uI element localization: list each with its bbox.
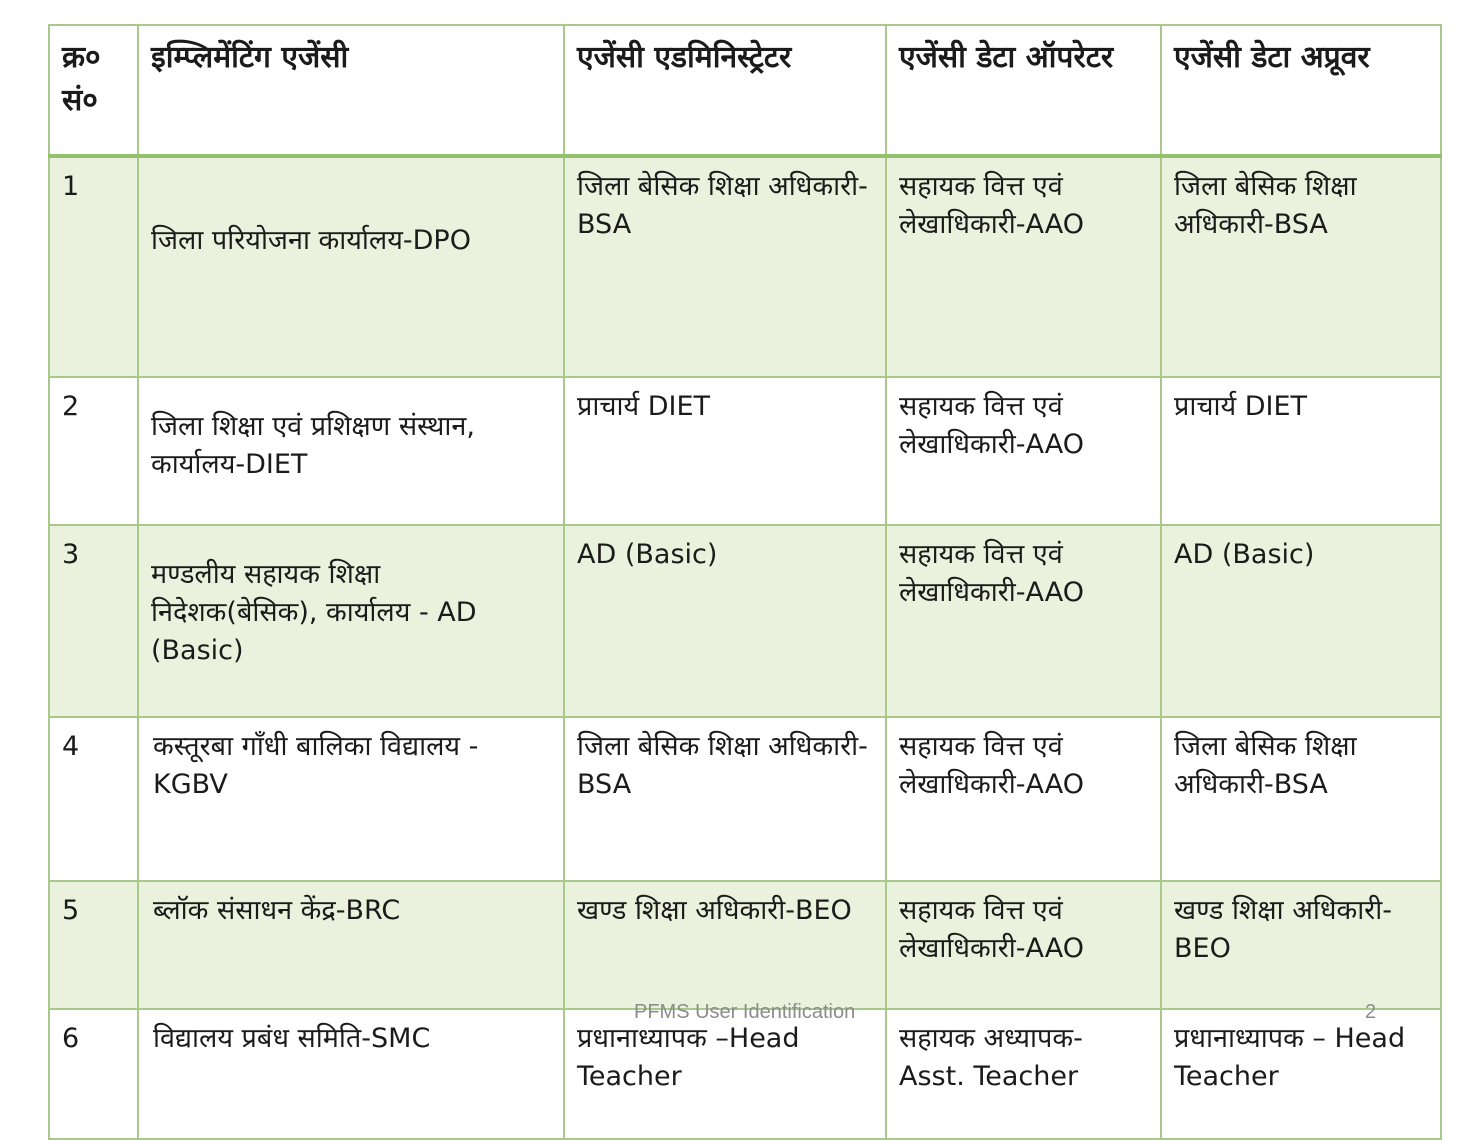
implementing-agency-cell: जिला परियोजना कार्यालय-DPO xyxy=(138,156,564,377)
implementing-agency-cell: कस्तूरबा गाँधी बालिका विद्यालय -KGBV xyxy=(138,717,564,881)
agency-table xyxy=(48,24,1442,1140)
slide-page-number: 2 xyxy=(1365,1001,1377,1023)
header-row xyxy=(49,25,1441,156)
agency-data-approver-cell: AD (Basic) xyxy=(1161,525,1441,717)
serial-number-cell: 4 xyxy=(49,717,138,881)
header-implementing-agency: इम्प्लिमेंटिंग एजेंसी xyxy=(138,25,564,156)
agency-data-operator-cell: सहायक वित्त एवं लेखाधिकारी-AAO xyxy=(886,717,1161,881)
serial-number-cell: 6 xyxy=(49,1009,138,1139)
agency-data-approver-cell: जिला बेसिक शिक्षा अधिकारी-BSA xyxy=(1161,156,1441,377)
table-row xyxy=(49,377,1441,525)
agency-data-approver-cell: प्राचार्य DIET xyxy=(1161,377,1441,525)
serial-number-cell: 3 xyxy=(49,525,138,717)
agency-administrator-cell: जिला बेसिक शिक्षा अधिकारी-BSA xyxy=(564,156,886,377)
serial-number-cell: 2 xyxy=(49,377,138,525)
header-agency-administrator: एजेंसी एडमिनिस्ट्रेटर xyxy=(564,25,886,156)
header-agency-data-operator: एजेंसी डेटा ऑपरेटर xyxy=(886,25,1161,156)
agency-data-operator-cell: सहायक वित्त एवं लेखाधिकारी-AAO xyxy=(886,156,1161,377)
serial-number-cell: 1 xyxy=(49,156,138,377)
agency-data-operator-cell: सहायक वित्त एवं लेखाधिकारी-AAO xyxy=(886,881,1161,1009)
agency-administrator-cell: जिला बेसिक शिक्षा अधिकारी-BSA xyxy=(564,717,886,881)
agency-administrator-cell: प्राचार्य DIET xyxy=(564,377,886,525)
agency-administrator-cell: AD (Basic) xyxy=(564,525,886,717)
agency-data-approver-cell: प्रधानाध्यापक – Head Teacher xyxy=(1161,1009,1441,1139)
table-row xyxy=(49,156,1441,377)
agency-data-operator-cell: सहायक वित्त एवं लेखाधिकारी-AAO xyxy=(886,377,1161,525)
agency-administrator-cell: प्रधानाध्यापक –Head Teacher xyxy=(564,1009,886,1139)
implementing-agency-cell: मण्डलीय सहायक शिक्षा निदेशक(बेसिक), कार्यालय - AD (Basic) xyxy=(138,525,564,717)
table-row xyxy=(49,717,1441,881)
implementing-agency-cell: विद्यालय प्रबंध समिति-SMC xyxy=(138,1009,564,1139)
table-row xyxy=(49,1009,1441,1139)
agency-data-operator-cell: सहायक अध्यापक-Asst. Teacher xyxy=(886,1009,1161,1139)
table-body xyxy=(49,156,1441,1139)
implementing-agency-cell: ब्लॉक संसाधन केंद्र-BRC xyxy=(138,881,564,1009)
implementing-agency-cell: जिला शिक्षा एवं प्रशिक्षण संस्थान, कार्यालय-DIET xyxy=(138,377,564,525)
table-header xyxy=(49,25,1441,156)
table-row xyxy=(49,881,1441,1009)
agency-data-approver-cell: खण्ड शिक्षा अधिकारी-BEO xyxy=(1161,881,1441,1009)
serial-number-cell: 5 xyxy=(49,881,138,1009)
agency-data-approver-cell: जिला बेसिक शिक्षा अधिकारी-BSA xyxy=(1161,717,1441,881)
header-serial-number: क्र० सं० xyxy=(49,25,138,156)
agency-administrator-cell: खण्ड शिक्षा अधिकारी-BEO xyxy=(564,881,886,1009)
table-row xyxy=(49,525,1441,717)
agency-data-operator-cell: सहायक वित्त एवं लेखाधिकारी-AAO xyxy=(886,525,1161,717)
slide-footer-text: PFMS User Identification xyxy=(634,1001,856,1023)
header-agency-data-approver: एजेंसी डेटा अप्रूवर xyxy=(1161,25,1441,156)
